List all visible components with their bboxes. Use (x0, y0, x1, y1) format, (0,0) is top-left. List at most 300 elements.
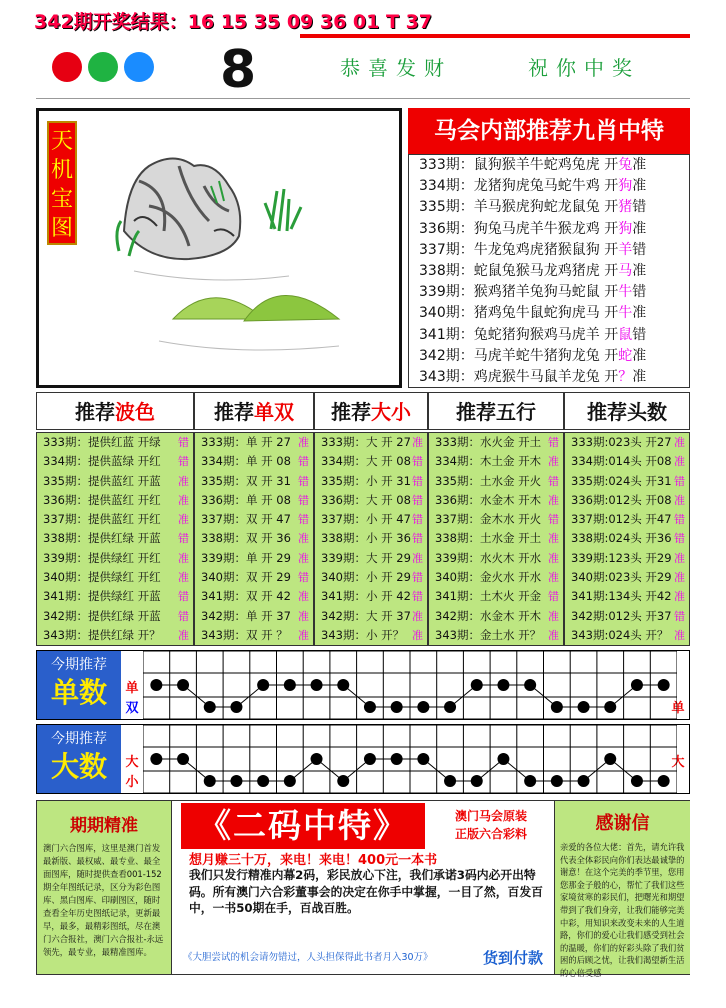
toushu-row-text: 339期:123头 开29 (571, 550, 672, 565)
mahui-issue: 333期： (419, 157, 474, 173)
erma-subtitle: 想月赚三十万，来电！来电！400元一本书 (189, 853, 438, 868)
dashu-bottom-tag: 小 (125, 775, 139, 790)
mahui-open: 开 (604, 326, 619, 343)
daxiao-row-result: 错 (412, 532, 423, 546)
danshuang-row-result: 错 (298, 455, 309, 469)
toushu-row-result: 错 (674, 532, 685, 546)
trend-point (444, 701, 456, 713)
mahui-hit: 马 (618, 262, 633, 279)
wuxing-row-result: 准 (548, 532, 559, 546)
daxiao-row-result: 错 (412, 513, 423, 527)
mahui-issue: 343期： (419, 368, 474, 385)
mahui-title: 马会内部推荐九肖中特 (408, 108, 690, 154)
toushu-row (565, 607, 689, 626)
daxiao-row-result: 错 (412, 493, 423, 507)
toushu-row-text: 333期:023头 开27 (571, 435, 672, 449)
daxiao-header (314, 392, 428, 430)
toushu-row-text: 341期:134头 开42 (571, 589, 672, 604)
mahui-result: 准 (632, 157, 647, 173)
result-header (4, 2, 722, 38)
trend-point (257, 775, 269, 787)
dashu-trend-chart (143, 725, 677, 793)
daxiao-row (315, 433, 427, 452)
mahui-row (409, 261, 689, 282)
danshuang-row (195, 529, 313, 548)
mahui-row (409, 219, 689, 240)
wuxing-row (429, 607, 563, 626)
wuxing-row (429, 529, 563, 548)
trend-point (658, 775, 670, 787)
bose-row (37, 472, 193, 491)
daxiao-row (315, 491, 427, 510)
wuxing-header (428, 392, 564, 430)
trend-point (337, 679, 349, 691)
wuxing-row-result: 错 (548, 590, 559, 604)
trend-point (204, 775, 216, 787)
erma-side-line1: 澳门马会原装 (454, 809, 527, 823)
danshuang-row-text: 340期：双 开 29 (201, 570, 291, 585)
cash-on-delivery-button[interactable]: 货到付款 (482, 949, 543, 967)
toushu-row (565, 491, 689, 510)
result-text: 342期开奖结果：16 15 35 09 36 01 T 37 (34, 11, 433, 33)
daxiao-row-text: 343期：小 开？ (321, 627, 405, 642)
wuxing-row-text: 336期：水金木 开木 (435, 492, 542, 507)
toushu-row (565, 568, 689, 587)
wuxing-row-text: 339期：水火木 开水 (435, 550, 542, 565)
mahui-hit: 狗 (618, 220, 633, 237)
mahui-result: 准 (632, 220, 647, 237)
trend-point (471, 775, 483, 787)
toushu-row-result: 准 (674, 571, 685, 585)
mahui-result: 准 (632, 262, 647, 279)
bose-row-text: 336期：提供蓝红 开红 (43, 492, 161, 507)
danshuang-row-result: 准 (298, 532, 309, 546)
danshuang-row-text: 342期：单 开 37 (201, 608, 291, 623)
erma-side-line2: 正版六合彩料 (454, 827, 527, 841)
mahui-row (409, 282, 689, 303)
bose-row-text: 335期：提供蓝红 开蓝 (43, 473, 161, 488)
daxiao-row-result: 错 (412, 455, 423, 469)
bose-row-text: 342期：提供红绿 开蓝 (43, 608, 161, 623)
mahui-issue: 334期： (419, 178, 474, 195)
erma-side (431, 807, 551, 843)
trend-point (391, 701, 403, 713)
wuxing-row-result: 准 (548, 493, 559, 507)
thanks-title: 感谢信 (595, 813, 650, 834)
danshu-label-small: 今期推荐 (51, 657, 107, 673)
toushu-row-result: 错 (674, 474, 685, 488)
wuxing-row-result: 错 (548, 474, 559, 488)
bose-row-result: 错 (178, 436, 189, 449)
dashu-label-big: 大数 (50, 750, 107, 783)
mahui-open: 开 (604, 347, 619, 364)
trend-point (177, 753, 189, 765)
mahui-animals: 鼠狗猴羊牛蛇鸡兔虎 (473, 157, 600, 173)
danshuang-row-text: 334期：单 开 08 (201, 454, 291, 469)
mahui-hit: 羊 (618, 241, 633, 258)
mahui-row (409, 367, 689, 388)
danshu-bottom-tag: 双 (125, 701, 139, 716)
bose-row (37, 549, 193, 568)
wuxing-row-text: 334期：木土金 开木 (435, 454, 542, 469)
daxiao-row-text: 340期：小 开 29 (321, 570, 411, 585)
toushu-header-pre: 推荐头数 (587, 400, 667, 424)
trend-point (337, 775, 349, 787)
toushu-row (565, 529, 689, 548)
trend-point (551, 775, 563, 787)
toushu-row-text: 342期:012头 开37 (571, 608, 672, 623)
daxiao-row (315, 549, 427, 568)
trend-point (257, 679, 269, 691)
mahui-hit: 牛 (618, 284, 633, 301)
danshuang-row-result: 错 (298, 571, 309, 585)
daxiao-row (315, 529, 427, 548)
mahui-result: 准 (632, 305, 647, 322)
toushu-row-text: 337期:012头 开47 (571, 512, 672, 527)
daxiao-row (315, 568, 427, 587)
danshuang-row (195, 549, 313, 568)
toushu-row-result: 准 (674, 493, 685, 507)
danshuang-row-text: 343期：双 开 ？ (201, 627, 288, 642)
trend-point (417, 701, 429, 713)
daxiao-row-result: 错 (412, 590, 423, 604)
danshuang-row-result: 准 (298, 436, 309, 449)
toushu-row-text: 340期:023头 开29 (571, 570, 672, 585)
danshuang-row (195, 626, 313, 645)
wuxing-row-text: 337期：金木水 开火 (435, 512, 542, 527)
dashu-label (37, 725, 121, 793)
bose-row-text: 341期：提供绿红 开蓝 (43, 589, 161, 604)
toushu-header (564, 392, 690, 430)
daxiao-row (315, 607, 427, 626)
danshu-label (37, 651, 121, 719)
danshuang-row-result: 错 (298, 513, 309, 527)
bose-row-result: 准 (178, 571, 189, 585)
wuxing-row-result: 准 (548, 628, 559, 642)
bose-row (37, 568, 193, 587)
daxiao-row-result: 准 (412, 551, 423, 565)
qiqi-body: 澳门六合图库，这里是澳门首发最新版、最权威、最专业、最全面图库，随时提供查看001-152期全年图纸记录，区分为彩色图库、黑白图库、印刷图区，随时查看全年历史图纸记录，更新最早，最多，最精彩图纸，尽在澳门六合报社，澳门六合报社-永远领先，最专业，最精准图库。 (43, 843, 164, 957)
wuxing-row-text: 338期：土水金 开土 (435, 531, 542, 546)
daxiao-row (315, 587, 427, 606)
trend-point (444, 775, 456, 787)
danshuang-row-text: 341期：双 开 42 (201, 589, 291, 604)
bose-row-result: 准 (178, 493, 189, 507)
header-rule (300, 34, 690, 38)
toushu-row-text: 334期:014头 开08 (571, 454, 672, 469)
danshuang-row (195, 491, 313, 510)
rock-landscape-illustration (39, 111, 399, 385)
wuxing-column (428, 432, 564, 646)
danshuang-row (195, 452, 313, 471)
mahui-open: 开 (604, 220, 619, 237)
toushu-row-text: 338期:024头 开36 (571, 531, 672, 546)
danshuang-row (195, 587, 313, 606)
mahui-hit: 蛇 (618, 347, 633, 364)
mahui-hit: ？ (618, 368, 633, 385)
dashu-end-tag: 大 (671, 755, 685, 770)
daxiao-row (315, 452, 427, 471)
trend-point (631, 679, 643, 691)
erma-footnote: 《大胆尝试的机会请勿错过，人头担保得此书者月入30万》 (183, 952, 433, 963)
qiqi-panel (37, 801, 172, 974)
mahui-issue: 337期： (419, 241, 474, 258)
daxiao-row-text: 334期：大 开 08 (321, 454, 411, 469)
mahui-issue: 341期： (419, 326, 474, 343)
mahui-issue: 339期： (419, 284, 474, 301)
slogan-right: 祝你中奖 (528, 56, 640, 80)
wuxing-row-result: 准 (548, 551, 559, 565)
bose-header (36, 392, 194, 430)
danshuang-row-result: 准 (298, 590, 309, 604)
mahui-animals: 鸡虎猴牛马鼠羊龙兔 (473, 368, 600, 385)
danshuang-header (194, 392, 314, 430)
wuxing-row (429, 626, 563, 645)
trend-point (578, 701, 590, 713)
trend-point (551, 701, 563, 713)
daxiao-header-pre: 推荐 (331, 400, 371, 424)
mahui-result: 错 (632, 326, 647, 343)
mahui-open: 开 (604, 262, 619, 279)
wuxing-row-result: 准 (548, 609, 559, 623)
wuxing-row-result: 准 (548, 455, 559, 469)
bose-row-text: 334期：提供蓝绿 开红 (43, 454, 161, 469)
bose-row (37, 433, 193, 452)
bose-row-result: 错 (178, 590, 189, 604)
mahui-issue: 342期： (419, 347, 474, 364)
trend-point (471, 679, 483, 691)
trend-point (578, 775, 590, 787)
issue-number: 8 (220, 40, 257, 100)
mahui-open: 开 (604, 368, 619, 385)
daxiao-row-text: 341期：小 开 42 (321, 589, 411, 604)
bottom-panel (36, 800, 690, 978)
bose-row-text: 338期：提供红绿 开蓝 (43, 531, 161, 546)
toushu-row-text: 335期:024头 开31 (571, 473, 672, 488)
mahui-result: 错 (632, 284, 647, 301)
trend-point (311, 753, 323, 765)
toushu-row (565, 472, 689, 491)
bose-row-result: 错 (178, 532, 189, 546)
mahui-animals: 马虎羊蛇牛猪狗龙兔 (473, 347, 600, 364)
mahui-row (409, 155, 689, 176)
wuxing-row-result: 错 (548, 513, 559, 527)
bose-row (37, 452, 193, 471)
trend-point (524, 775, 536, 787)
thanks-body: 亲爱的各位大佬：首先，请允许我代表全体彩民向你们表达最诚挚的谢意！在这个完美的季节里，您用您那金子般的心，帮忙了我们这些家境贫寒的彩民们，把曙光和期望带到了我们身旁，让我们能够完美中彩，用知识来改变未来的人生道路，你们的爱心让我们感受到社会的温暖，你们的好彩头除了我们贫困的后顾之忧，让我们渴望新生活的心倍受感 (560, 842, 685, 978)
bose-row-text: 333期：提供红蓝 开绿 (43, 435, 161, 449)
daxiao-row-text: 337期：小 开 47 (321, 512, 411, 527)
mahui-hit: 鼠 (618, 326, 633, 343)
trend-point (604, 753, 616, 765)
danshuang-row-result: 错 (298, 493, 309, 507)
toushu-row-text: 343期:024头 开？ (571, 627, 669, 642)
bose-row (37, 510, 193, 529)
bose-row-text: 337期：提供蓝红 开红 (43, 512, 161, 527)
mahui-issue: 338期： (419, 262, 474, 279)
toushu-row-result: 准 (674, 551, 685, 565)
wuxing-row (429, 587, 563, 606)
toushu-row-text: 336期:012头 开08 (571, 492, 672, 507)
mahui-result: 准 (632, 347, 647, 364)
trend-point (391, 753, 403, 765)
toushu-row-result: 准 (674, 436, 685, 449)
danshuang-row-text: 339期：单 开 29 (201, 550, 291, 565)
erma-title: 《二码中特》 (181, 803, 425, 849)
bose-row (37, 491, 193, 510)
wuxing-row-text: 335期：土水金 开火 (435, 473, 542, 488)
mahui-animals: 狗兔马虎羊牛猴龙鸡 (473, 220, 600, 237)
trend-point (364, 753, 376, 765)
bose-row-text: 340期：提供绿红 开红 (43, 570, 161, 585)
tianji-map-panel (36, 108, 402, 388)
bose-row-text: 339期：提供绿红 开红 (43, 550, 161, 565)
mahui-row (409, 325, 689, 346)
trend-point (284, 679, 296, 691)
toushu-row-result: 准 (674, 628, 685, 642)
trend-point (417, 753, 429, 765)
trend-point (497, 753, 509, 765)
daxiao-row (315, 472, 427, 491)
mahui-issue: 335期： (419, 199, 474, 216)
danshuang-row (195, 472, 313, 491)
wuxing-row (429, 472, 563, 491)
toushu-row-result: 准 (674, 455, 685, 469)
bose-row (37, 607, 193, 626)
bose-row-text: 343期：提供红绿 开？ (43, 627, 161, 642)
trend-point (311, 679, 323, 691)
toushu-row-result: 错 (674, 513, 685, 527)
wuxing-row (429, 452, 563, 471)
trend-point (524, 679, 536, 691)
danshuang-row-text: 333期：单 开 27 (201, 435, 291, 449)
wuxing-header-pre: 推荐五行 (456, 400, 536, 424)
dashu-top-tag: 大 (125, 755, 139, 770)
danshu-top-tag: 单 (125, 681, 139, 696)
daxiao-row-text: 342期：大 开 37 (321, 608, 411, 623)
danshuang-row (195, 510, 313, 529)
toushu-row-result: 错 (674, 609, 685, 623)
trend-point (497, 679, 509, 691)
trend-point (230, 775, 242, 787)
mahui-open: 开 (604, 199, 619, 216)
daxiao-row-result: 准 (412, 628, 423, 642)
toushu-row (565, 510, 689, 529)
bose-row (37, 587, 193, 606)
mahui-result: 错 (632, 199, 647, 216)
daxiao-row-result: 准 (412, 609, 423, 623)
daxiao-header-hl: 大小 (371, 400, 411, 424)
wuxing-row-result: 准 (548, 571, 559, 585)
wuxing-row-text: 340期：金火水 开水 (435, 570, 542, 585)
wuxing-row (429, 568, 563, 587)
mahui-hit: 狗 (618, 178, 633, 195)
danshu-trend-panel (36, 650, 690, 720)
mahui-row (409, 176, 689, 197)
erma-panel (173, 801, 553, 974)
bose-row-result: 准 (178, 513, 189, 527)
mahui-animals: 羊马猴虎狗蛇龙鼠兔 (473, 199, 600, 216)
mahui-issue: 336期： (419, 220, 474, 237)
toushu-row (565, 626, 689, 645)
toushu-row (565, 433, 689, 452)
danshuang-row-text: 337期：双 开 47 (201, 512, 291, 527)
bose-column (36, 432, 194, 646)
danshuang-row-result: 错 (298, 474, 309, 488)
trend-point (150, 679, 162, 691)
mahui-open: 开 (604, 284, 619, 301)
bose-header-pre: 推荐 (75, 400, 115, 424)
daxiao-row-text: 338期：小 开 36 (321, 531, 411, 546)
thanks-panel (554, 801, 690, 978)
trend-point (204, 701, 216, 713)
bose-row-result: 错 (178, 455, 189, 469)
mahui-row (409, 346, 689, 367)
mahui-row (409, 303, 689, 324)
mahui-issue: 340期： (419, 305, 474, 322)
mahui-row (409, 197, 689, 218)
wuxing-row-text: 341期：土木火 开金 (435, 589, 542, 604)
bose-row-result: 准 (178, 628, 189, 642)
daxiao-row-result: 准 (412, 436, 423, 449)
danshu-trend-chart (143, 651, 677, 719)
danshuang-row-text: 338期：双 开 36 (201, 531, 291, 546)
danshuang-row-text: 335期：双 开 31 (201, 473, 291, 488)
daxiao-row (315, 626, 427, 645)
mahui-result: 准 (632, 178, 647, 195)
danshuang-header-hl: 单双 (254, 400, 294, 424)
danshuang-column (194, 432, 314, 646)
trend-point (150, 753, 162, 765)
mahui-hit: 兔 (618, 157, 633, 173)
mahui-animals: 蛇鼠兔猴马龙鸡猪虎 (473, 262, 600, 279)
tianji-title: 天机宝图 (47, 121, 77, 245)
blue-dot (124, 52, 154, 82)
daxiao-row-text: 336期：大 开 08 (321, 492, 411, 507)
danshuang-row (195, 607, 313, 626)
erma-body: 我们只发行精准内幕2码，彩民放心下注，我们承诺3码内必开出特码。所有澳门六合彩董事会的决定在你手中掌握，一目了然，百发百中，一书50期在手，百战百胜。 (189, 868, 543, 915)
wuxing-row-text: 342期：水金木 开木 (435, 608, 542, 623)
bose-header-hl: 波色 (115, 400, 155, 424)
wuxing-row-text: 343期：金土水 开？ (435, 627, 542, 642)
mahui-hit: 猪 (618, 199, 633, 216)
trend-point (177, 679, 189, 691)
trend-point (364, 701, 376, 713)
bose-row-result: 错 (178, 609, 189, 623)
mahui-hit: 牛 (618, 305, 633, 322)
bose-row (37, 626, 193, 645)
mahui-animals: 龙猪狗虎兔马蛇牛鸡 (473, 178, 600, 195)
trend-point (631, 775, 643, 787)
daxiao-row-text: 335期：小 开 31 (321, 473, 411, 488)
bose-row (37, 529, 193, 548)
wuxing-row (429, 491, 563, 510)
mahui-animals: 猴鸡猪羊兔狗马蛇鼠 (473, 284, 600, 301)
qiqi-title: 期期精准 (70, 816, 138, 836)
danshu-label-big: 单数 (50, 676, 107, 709)
toushu-column (564, 432, 690, 646)
danshuang-row-result: 准 (298, 628, 309, 642)
mahui-open: 开 (604, 305, 619, 322)
dashu-label-small: 今期推荐 (51, 731, 107, 747)
divider-rule (36, 98, 690, 99)
slogan-left: 恭喜发财 (340, 56, 452, 80)
wuxing-row-result: 错 (548, 436, 559, 449)
daxiao-row-text: 333期：大 开 27 (321, 435, 411, 449)
danshuang-row (195, 568, 313, 587)
mahui-open: 开 (604, 241, 619, 258)
trend-point (284, 775, 296, 787)
